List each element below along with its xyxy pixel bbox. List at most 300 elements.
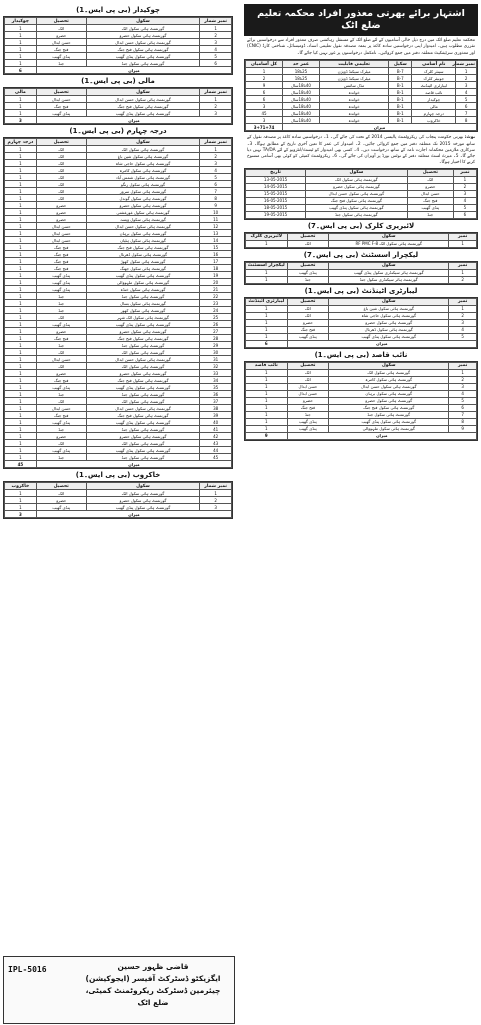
table-cell: اٹک <box>36 349 86 356</box>
column-header: تاریخ <box>246 169 306 176</box>
table-cell: 18-05-2015 <box>246 204 306 211</box>
table-cell: 1 <box>5 440 37 447</box>
table-cell: گورنمنٹ ہائی سکول پنڈی گھیب <box>86 419 200 426</box>
column-header: درجہ چہارم <box>5 139 37 146</box>
table-row <box>246 312 477 319</box>
table-cell: اٹک <box>36 174 86 181</box>
table-cell: حسن ابدال <box>36 223 86 230</box>
table-cell: مالی <box>412 103 456 110</box>
table-cell: فتح جنگ <box>36 258 86 265</box>
officer-name: قاضی ظہور حسین <box>117 962 189 971</box>
table-cell: 1 <box>5 335 37 342</box>
table-row <box>246 383 477 390</box>
total-label: میزان <box>287 340 476 347</box>
table-row <box>246 418 477 425</box>
table-row <box>5 454 232 461</box>
table-cell: 5 <box>453 204 476 211</box>
table-cell: 8 <box>200 195 232 202</box>
table-row <box>246 319 477 326</box>
table-row <box>246 68 477 75</box>
total-row <box>246 340 477 347</box>
table-cell: 1 <box>246 411 288 418</box>
table-cell: 1 <box>246 418 288 425</box>
total-label: میزان <box>283 124 477 131</box>
table-cell: گورنمنٹ ہائی سکول پنڈی گھیب <box>86 53 200 60</box>
table-cell: اٹک <box>36 153 86 160</box>
column-header: تحصیل <box>36 139 86 146</box>
table-cell: 6 <box>453 211 476 218</box>
table-cell: جنڈ <box>36 454 86 461</box>
table-row <box>5 356 232 363</box>
table-row <box>5 209 232 216</box>
table-cell: 15-05-2015 <box>246 190 306 197</box>
table-cell: 2 <box>456 75 477 82</box>
table-cell: جنڈ <box>36 307 86 314</box>
column-header: چوکیدار <box>5 18 37 25</box>
table-cell: 3 <box>200 39 232 46</box>
table-cell: گورنمنٹ ہائی سکول فتح جنگ <box>86 412 200 419</box>
table-cell: 6 <box>200 60 232 67</box>
table-row <box>5 391 232 398</box>
table-cell: 1 <box>5 363 37 370</box>
table-row <box>246 211 477 218</box>
table-cell: 1 <box>5 181 37 188</box>
table-cell: 40تا18سال <box>283 110 320 117</box>
table-cell: 11 <box>200 216 232 223</box>
table-cell: 7 <box>456 110 477 117</box>
table-cell: 1 <box>5 391 37 398</box>
total-row <box>5 461 232 468</box>
table-cell: 19-05-2015 <box>246 211 306 218</box>
table-row <box>246 269 477 276</box>
table-cell: گورنمنٹ ہائی سکول اٹک <box>86 349 200 356</box>
column-header: سکول <box>329 298 449 305</box>
column-header: مالی <box>5 89 37 96</box>
table-cell: گورنمنٹ ہائی سکول حضرو <box>86 370 200 377</box>
table-cell: گورنمنٹ ہائر سیکنڈری سکول جنڈ <box>329 276 449 283</box>
table-cell: 5 <box>449 333 477 340</box>
table-cell: B-7 <box>389 68 412 75</box>
table-cell: 6 <box>200 181 232 188</box>
table-cell: 40تا18سال <box>283 82 320 89</box>
table-cell: 44 <box>200 447 232 454</box>
table-cell: 1 <box>5 25 37 32</box>
table-cell: 1 <box>5 307 37 314</box>
table-cell: اٹک <box>36 398 86 405</box>
table-cell: سینئر کلرک <box>412 68 456 75</box>
table-cell: گورنمنٹ ہائی سکول ویسہ <box>86 216 200 223</box>
table-row <box>5 426 232 433</box>
table-cell: گورنمنٹ ہائی سکول پنڈی گھیب <box>329 418 449 425</box>
table-cell: گورنمنٹ ہائی سکول حسن ابدال <box>86 96 200 103</box>
table-cell: 2 <box>449 276 477 283</box>
table-cell: 1 <box>5 433 37 440</box>
table-cell: 1 <box>5 286 37 293</box>
lab-asst-table-box <box>244 261 478 285</box>
table-row <box>5 342 232 349</box>
table-cell: اٹک <box>36 146 86 153</box>
table-cell: 5 <box>200 53 232 60</box>
table-row <box>5 412 232 419</box>
table-cell: 1 <box>5 419 37 426</box>
table-cell: حضرو <box>36 497 86 504</box>
table-cell: 35 <box>200 384 232 391</box>
table-cell: 3 <box>246 117 283 124</box>
table-row <box>246 204 477 211</box>
table-cell: حسن ابدال <box>36 230 86 237</box>
class4-table-box <box>3 137 233 469</box>
table-row <box>246 276 477 283</box>
table-row <box>246 82 477 89</box>
table-cell: 18 <box>200 265 232 272</box>
table-cell: اٹک <box>36 314 86 321</box>
khakroob-table-box <box>3 481 233 519</box>
table-cell: 13-05-2015 <box>246 176 306 183</box>
table-cell: گورنمنٹ ہائی سکول اٹک <box>86 440 200 447</box>
table-row <box>5 405 232 412</box>
table-cell: B-1 <box>389 110 412 117</box>
table-cell: جنڈ <box>36 342 86 349</box>
table-cell: 1 <box>5 244 37 251</box>
table-cell: گورنمنٹ ہائی سکول برہان <box>86 230 200 237</box>
table-cell: 1 <box>5 384 37 391</box>
chowkidar-table-box <box>3 16 233 75</box>
table-cell: 2 <box>200 32 232 39</box>
table-row <box>5 321 232 328</box>
table-row <box>5 251 232 258</box>
table-cell: گورنمنٹ ہائی سکول کھوڑ <box>86 258 200 265</box>
table-cell: 1 <box>5 223 37 230</box>
table-cell: 1 <box>5 39 37 46</box>
table-cell: خواندہ <box>319 117 388 124</box>
table-cell: 9 <box>246 82 283 89</box>
table-cell: 40تا18سال <box>283 117 320 124</box>
table-cell: 1 <box>5 216 37 223</box>
table-cell: گورنمنٹ ہائی سکول پنڈی گھیب <box>86 321 200 328</box>
header-row <box>246 61 477 68</box>
table-cell: 25 <box>200 314 232 321</box>
table-row <box>5 230 232 237</box>
table-cell: 32 <box>200 363 232 370</box>
table-cell: 27 <box>200 328 232 335</box>
total-label: میزان <box>36 67 231 74</box>
table-cell: گورنمنٹ ہائی سکول حضرو <box>86 32 200 39</box>
table-cell: خواندہ <box>319 110 388 117</box>
table-cell: گورنمنٹ ہائی سکول پنڈی گھیب <box>86 110 200 117</box>
table-cell: گورنمنٹ ہائی سکول سرور <box>86 188 200 195</box>
table-cell: گورنمنٹ ہائی سکول فتح جنگ <box>329 404 449 411</box>
column-header: تحصیل <box>287 233 329 240</box>
column-header: سکول <box>329 262 449 269</box>
table-cell: پنڈی گھیب <box>36 279 86 286</box>
table-cell: فتح جنگ <box>36 335 86 342</box>
table-cell: 1 <box>5 377 37 384</box>
table-row <box>5 146 232 153</box>
class4-title: درجہ چہارم (بی پی ایس۔1) <box>69 127 167 135</box>
table-cell: گورنمنٹ ہائی سکول فتح جنگ <box>86 335 200 342</box>
table-cell: 1 <box>246 240 288 247</box>
table-cell: 1 <box>5 188 37 195</box>
table-cell: 8 <box>456 117 477 124</box>
table-cell: جنڈ <box>287 411 329 418</box>
column-header: سکول <box>86 139 200 146</box>
table-cell: 14-05-2015 <box>246 183 306 190</box>
column-header: لیکچرار اسسٹنٹ <box>246 262 288 269</box>
table-cell: خاکروب <box>412 117 456 124</box>
table-cell: جنڈ <box>36 60 86 67</box>
table-cell: 1 <box>5 398 37 405</box>
column-header: نمبر <box>449 233 477 240</box>
table-cell: حسن ابدال <box>36 237 86 244</box>
total-label: میزان <box>287 432 476 439</box>
table-cell: 1 <box>5 412 37 419</box>
table-row <box>5 223 232 230</box>
table-cell: 1 <box>5 174 37 181</box>
table-cell: گورنمنٹ ہائی سکول خنڈہ <box>86 286 200 293</box>
table-row <box>5 490 232 497</box>
table-cell: B-7 <box>389 75 412 82</box>
lab-asst-title: لیکچرار اسسٹنٹ (بی پی ایس۔7) <box>303 250 419 259</box>
table-cell: اٹک <box>36 167 86 174</box>
column-header: نمبر شمار <box>200 89 232 96</box>
header-row <box>5 18 232 25</box>
note-label: نوٹ: <box>464 135 475 141</box>
table-row <box>246 183 477 190</box>
table-cell: 1 <box>246 326 288 333</box>
table-cell: گورنمنٹ ہائی سکول جنڈ <box>306 211 408 218</box>
table-cell: پنڈی گھیب <box>36 504 86 511</box>
table-row <box>5 216 232 223</box>
table-cell: 6 <box>246 96 283 103</box>
total-label: میزان <box>36 461 231 468</box>
left-column <box>3 4 233 521</box>
table-row <box>246 89 477 96</box>
table-row <box>5 440 232 447</box>
total-value: 3 <box>5 117 37 124</box>
table-cell: 4 <box>449 326 477 333</box>
naib-title: نائب قاصد (بی پی ایس۔1) <box>314 350 408 359</box>
table-cell: 42 <box>200 433 232 440</box>
mali-table-box <box>3 87 233 125</box>
table-cell: 1 <box>5 96 37 103</box>
table-cell: 3 <box>453 190 476 197</box>
table-cell: 3 <box>200 160 232 167</box>
table-cell: میٹرک سیکنڈ ڈویژن <box>319 68 388 75</box>
table-cell: 2 <box>449 312 477 319</box>
table-cell: گورنمنٹ ہائی سکول حسن ابدال <box>86 39 200 46</box>
table-cell: 1 <box>5 103 37 110</box>
table-cell: گورنمنٹ ہائر سیکنڈری سکول پنڈی گھیب <box>329 269 449 276</box>
table-cell: نائب قاصد <box>412 89 456 96</box>
total-value: 3 <box>5 511 37 518</box>
table-row <box>5 53 232 60</box>
table-cell: جنڈ <box>36 293 86 300</box>
table-cell: 3 <box>449 319 477 326</box>
table-row <box>5 398 232 405</box>
table-cell: 13 <box>200 230 232 237</box>
table-cell: 6 <box>456 103 477 110</box>
table-cell: 14 <box>200 237 232 244</box>
table-cell: پنڈی گھیب <box>36 110 86 117</box>
column-header: نمبر <box>449 362 477 369</box>
table-cell: پنڈی گھیب <box>36 419 86 426</box>
table-row <box>246 425 477 432</box>
table-cell: 6 <box>246 89 283 96</box>
column-header: تحصیل <box>287 362 329 369</box>
table-cell: 1 <box>246 276 288 283</box>
table-cell: حضرو <box>287 397 329 404</box>
table-cell: 15 <box>200 244 232 251</box>
table-cell: گورنمنٹ ہائی سکول اٹک شہر <box>86 314 200 321</box>
table-cell: درجہ چہارم <box>412 110 456 117</box>
table-cell: 22 <box>200 293 232 300</box>
table-cell: 1 <box>246 68 283 75</box>
table-row <box>5 181 232 188</box>
table-cell: گورنمنٹ ہائی سکول اٹک <box>329 369 449 376</box>
table-cell: پنڈی گھیب <box>36 447 86 454</box>
table-cell: 4 <box>456 89 477 96</box>
table-cell: 17 <box>200 258 232 265</box>
table-cell: 1 <box>5 258 37 265</box>
table-cell: خواندہ <box>319 103 388 110</box>
table-cell: گورنمنٹ ہائی سکول حضرو <box>306 183 408 190</box>
header-row <box>246 362 477 369</box>
table-cell: 45 <box>246 110 283 117</box>
library-title: لائبریری کلرک (بی پی ایس۔7) <box>307 221 415 230</box>
naib-table <box>245 362 477 440</box>
library-table <box>245 233 477 248</box>
table-cell: اٹک <box>36 440 86 447</box>
column-header: نمبر <box>449 298 477 305</box>
table-cell: 1 <box>5 251 37 258</box>
column-header: نمبر شمار <box>452 61 475 67</box>
table-cell: گورنمنٹ ہائی سکول فتح جنگ <box>86 46 200 53</box>
table-cell: 1 <box>5 146 37 153</box>
table-cell: 37 <box>200 398 232 405</box>
header-row <box>246 233 477 240</box>
table-cell: 25تا18 <box>283 75 320 82</box>
column-header: سکول <box>86 483 200 490</box>
table-cell: اٹک <box>407 176 453 183</box>
table-cell: 4 <box>453 197 476 204</box>
table-cell: فتح جنگ <box>36 46 86 53</box>
posts-table <box>245 60 477 131</box>
table-cell: گورنمنٹ ہائی سکول شین باغ <box>329 305 449 312</box>
table-cell: گورنمنٹ ہائی سکول پنڈی گھیب <box>86 384 200 391</box>
table-row <box>5 307 232 314</box>
table-cell: 3 <box>200 504 232 511</box>
notes-text: بھرتی حکومت پنجاب کی ریکروٹمنٹ پالیسی 2014 کے تحت کی جائے گی۔ 1۔ درخواستیں سادہ کاغذ پر مصدقہ نقول کے ساتھ مورخہ 2015 تک متعلقہ دفتر میں جمع کروائی جائیں۔ 2۔ امیدوار کی عمر کا تعین آخری تاریخ کے مطابق ہوگا۔ 3۔ سرکاری ملازمین محکمانہ اجازت نامہ کے ساتھ درخواست دیں۔ 4۔ کسی بھی امیدوار کو ٹیسٹ/انٹرویو کے لئے TA/DA نہیں دیا جائے گا۔ 5۔ میرٹ لسٹ متعلقہ دفتر کے نوٹس بورڈ پر آویزاں کی جائے گی۔ 6۔ ریکروٹمنٹ کمیٹی کو کوئی بھی آسامی منسوخ کرنے کا اختیار ہوگا۔ <box>247 135 475 166</box>
column-header: نائب قاصد <box>246 362 288 369</box>
table-cell: 40تا18سال <box>283 89 320 96</box>
table-cell: گورنمنٹ ہائی سکول اٹک RF PMC F-8 <box>329 240 449 247</box>
total-row <box>5 511 232 518</box>
header-row <box>246 298 477 305</box>
table-row <box>246 404 477 411</box>
table-cell: 7 <box>200 188 232 195</box>
khakroob-title: خاکروب (بی پی ایس۔1) <box>75 471 161 479</box>
table-cell: 1 <box>5 279 37 286</box>
column-header: تحصیل <box>287 298 329 305</box>
column-header: تحصیل <box>36 483 86 490</box>
table-row <box>5 504 232 511</box>
table-row <box>5 314 232 321</box>
table-cell: گورنمنٹ ہائی سکول برہان <box>329 390 449 397</box>
column-header: نمبر شمار <box>200 483 232 490</box>
table-cell: اٹک <box>287 376 329 383</box>
table-cell: گورنمنٹ ہائی سکول فتح جنگ <box>86 103 200 110</box>
column-header: نمبر <box>453 169 476 176</box>
committee-name: چیئرمین ڈسٹرکٹ ریکروٹمنٹ کمیٹی، ضلع اٹک <box>85 986 221 1007</box>
table-cell: پنڈی گھیب <box>287 333 329 340</box>
table-row <box>5 174 232 181</box>
table-cell: گورنمنٹ ہائی سکول اٹک <box>86 146 200 153</box>
table-row <box>5 167 232 174</box>
table-cell: B-1 <box>389 103 412 110</box>
table-cell: 41 <box>200 426 232 433</box>
table-cell: اٹک <box>36 25 86 32</box>
table-cell: فتح جنگ <box>36 377 86 384</box>
table-cell: 2 <box>449 376 477 383</box>
table-row <box>5 335 232 342</box>
table-cell: 1 <box>5 46 37 53</box>
table-cell: گورنمنٹ ہائی سکول ہٹیاں <box>86 237 200 244</box>
table-cell: گورنمنٹ ہائی سکول ملہووالی <box>329 425 449 432</box>
table-cell: پنڈی گھیب <box>36 286 86 293</box>
table-row <box>5 258 232 265</box>
table-row <box>246 110 477 117</box>
table-cell: خواندہ <box>319 96 388 103</box>
table-cell: اٹک <box>36 490 86 497</box>
table-cell: گورنمنٹ ہائی سکول پنڈی گھیب <box>86 447 200 454</box>
schedule-table <box>245 169 477 219</box>
table-row <box>5 195 232 202</box>
table-cell: 2 <box>200 497 232 504</box>
table-cell: حضرو <box>36 202 86 209</box>
table-cell: حسن ابدال <box>287 390 329 397</box>
table-cell: حضرو <box>36 209 86 216</box>
class4-table <box>4 138 232 468</box>
main-title: اشتہار برائے بھرتی معذور افراد محکمہ تعلیم ضلع اٹک <box>244 4 478 36</box>
table-cell: گورنمنٹ ہائی سکول ڈھرنال <box>86 251 200 258</box>
table-row <box>246 190 477 197</box>
table-cell: گورنمنٹ ہائی سکول حضرو <box>86 328 200 335</box>
table-row <box>5 370 232 377</box>
table-row <box>5 202 232 209</box>
table-cell: 2 <box>246 75 283 82</box>
table-cell: گورنمنٹ ہائی سکول حضرو <box>329 319 449 326</box>
column-header: تحصیل <box>36 18 86 25</box>
table-cell: فتح جنگ <box>36 103 86 110</box>
total-row <box>5 67 232 74</box>
table-cell: گورنمنٹ ہائی سکول جنڈ <box>86 426 200 433</box>
table-row <box>5 265 232 272</box>
table-cell: 1 <box>5 202 37 209</box>
table-cell: فتح جنگ <box>36 244 86 251</box>
table-cell: فتح جنگ <box>36 251 86 258</box>
table-cell: 1 <box>5 160 37 167</box>
notes-block <box>244 134 478 167</box>
table-row <box>5 160 232 167</box>
table-cell: گورنمنٹ ہائی سکول حسن ابدال <box>306 190 408 197</box>
table-cell: گورنمنٹ ہائی سکول شین باغ <box>86 153 200 160</box>
table-cell: 1 <box>5 300 37 307</box>
table-row <box>5 497 232 504</box>
table-cell: 1 <box>246 319 288 326</box>
table-cell: 1 <box>200 146 232 153</box>
table-cell: 23 <box>200 300 232 307</box>
table-cell: 3 <box>200 110 232 117</box>
